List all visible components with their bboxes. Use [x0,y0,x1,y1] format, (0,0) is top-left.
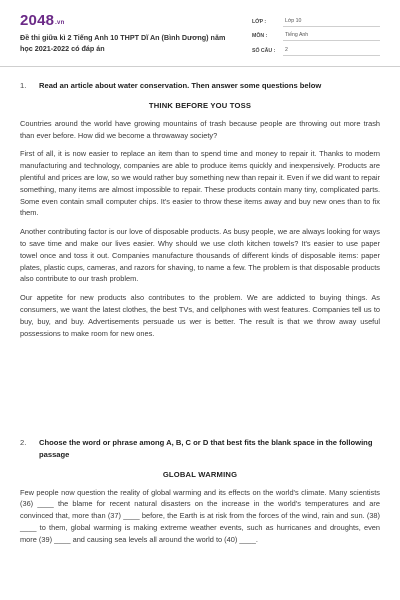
question-number: 2. [20,438,27,447]
meta-row-class [252,13,380,27]
meta-label: MÔN : [252,33,268,39]
meta-row-subject [252,28,380,42]
meta-value: Lớp 10 [283,18,380,27]
passage-paragraph: Another contributing factor is our love of disposable products. As busy people, we are always looking for ways to save time and make our lives easier. Why should we use cloth kitchen towels? It's easier to use paper towel once and toss it out. Companies manufacture thousands of different kinds of disposable items: paper plates, plastic cups, cameras, and razors for shaving, to name a few. The problem is that disposable products also contribute to our trash problem. [20,227,380,284]
passage-paragraph: First of all, it is now easier to replace an item than to spend time and money to repair it. Thanks to modern manufacturing and technology, companies are able to produce items quickly and inexpensively. Products are plentiful and prices are low, so we would rather buy something new than repair it. Even if we did want to repair something, many items are almost impossible to repair. These products contain many tiny, complicated parts. Some even contain small computer chips. It's easier to throw these items away and buy new ones than to fix them. [20,149,380,218]
logo-text: 2048 [20,12,55,29]
passage-paragraph: Our appetite for new products also contributes to the problem. We are addicted to buying things. As consumers, we want the latest clothes, the best TVs, and cellphones with west features. Companies tell us to buy, buy, and buy. Advertisements persuade us wer is better. The result is that we throw away useful possessions to make room for new ones. [20,293,380,338]
passage-title: GLOBAL WARMING [162,469,238,479]
site-logo[interactable] [20,12,64,29]
meta-row-question-count [252,42,380,56]
question-prompt: Choose the word or phrase among A, B, C or D that best fits the blank space in the following passage [39,438,373,459]
passage-paragraph: Countries around the world have growing mountains of trash because people are throwing out more trash than ever before. How did we become a throwaway society? [20,118,380,140]
question-header [20,80,380,92]
meta-value: Tiếng Anh [283,32,380,41]
question-number: 1. [20,81,27,90]
passage-title: THINK BEFORE YOU TOSS [148,100,252,110]
logo-domain: .vn [55,20,65,26]
meta-label: LỚP : [252,18,267,25]
meta-value: 2 [283,47,380,56]
exam-meta [252,13,380,57]
question-1 [20,80,380,339]
page-header [0,0,400,67]
question-2 [20,437,380,546]
passage-paragraph: Few people now question the reality of global warming and its effects on the world's climate. Many scientists (36) ____ the blame for recent natural disasters on the increase in the world's temperatures and are convinced that, more than (37) ____ before, the Earth is at risk from the forces of the wind, rain and sun. (38) ____ to them, global warming is making extreme weather events, such as hurricanes and droughts, even more (39) ____ and causing sea levels all around the world to (40) ____. [20,487,380,544]
question-prompt: Read an article about water conservation. Then answer some questions below [39,81,322,90]
question-header [20,437,380,461]
exam-title: Đề thi giữa kì 2 Tiếng Anh 10 THPT Dĩ An (Bình Dương) năm học 2021-2022 có đáp án [20,33,226,53]
meta-label: SỐ CÂU : [252,47,276,54]
